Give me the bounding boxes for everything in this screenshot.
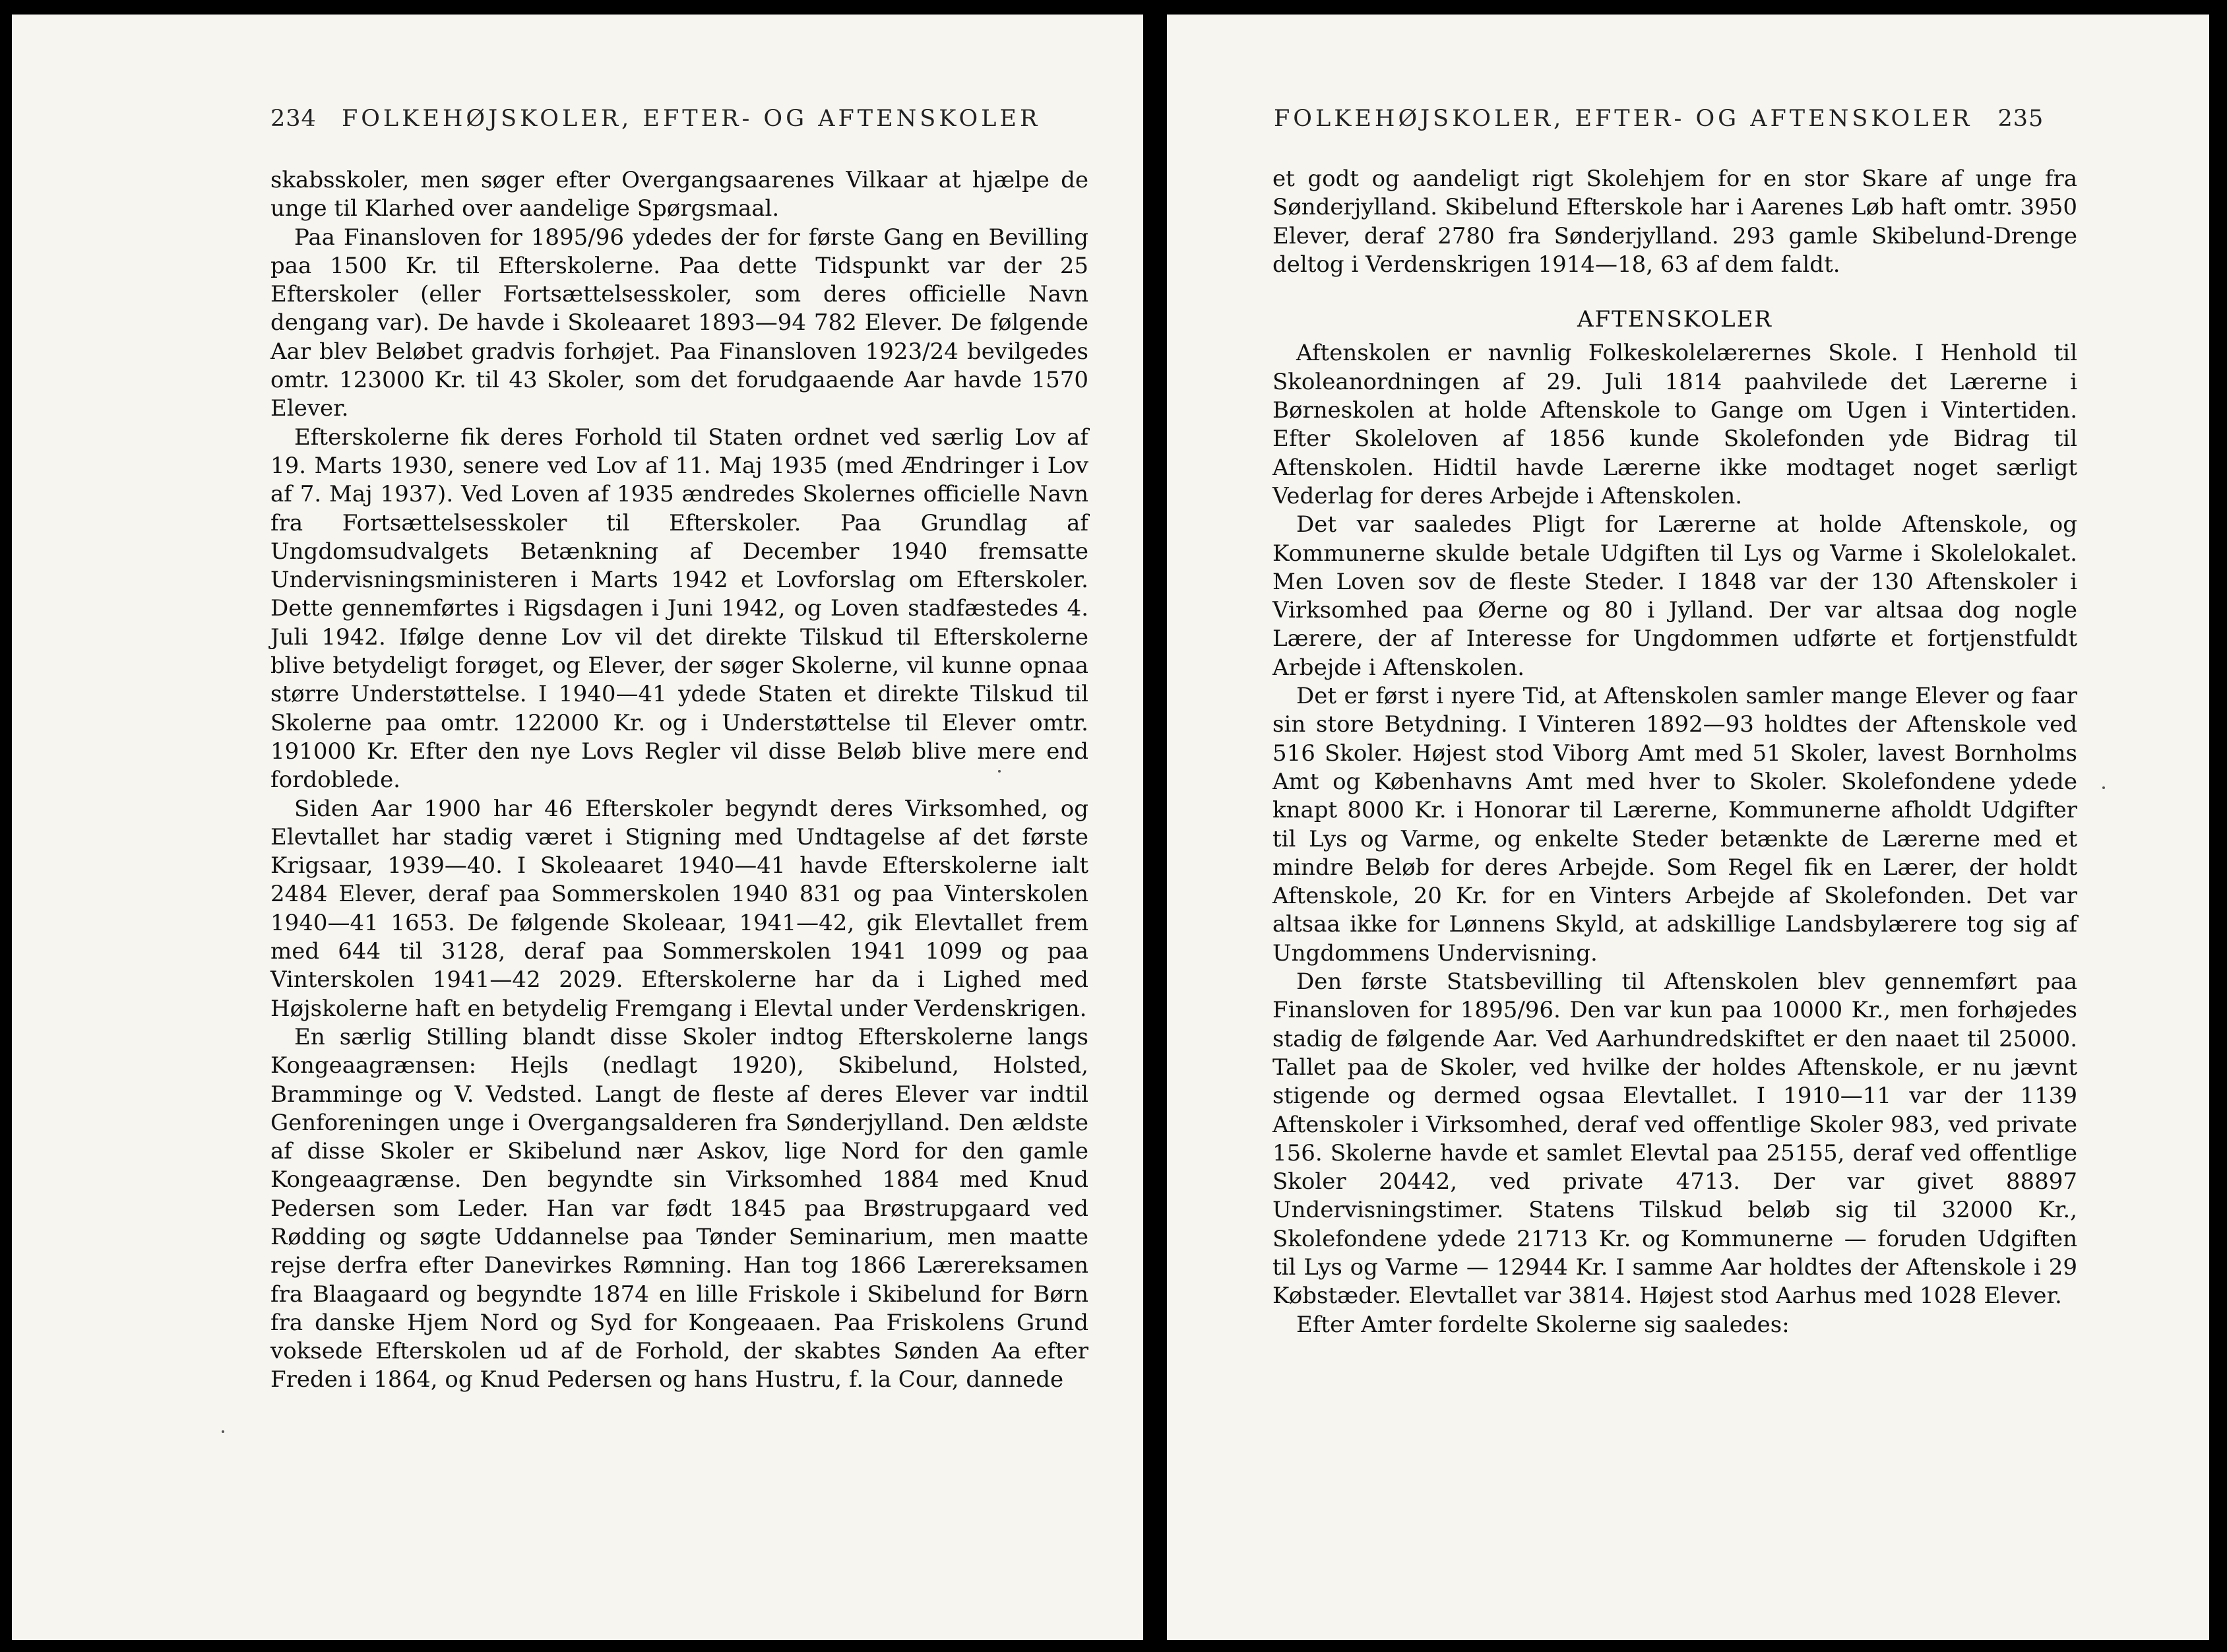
running-head-right bbox=[1274, 106, 2044, 132]
paper-speck bbox=[2102, 786, 2105, 789]
paragraph: Det er først i nyere Tid, at Aftenskolen samler mange Elever og faar sin store Betydning. I Vinteren 1892—93 holdtes der Aftenskole ved 516 Skoler. Højest stod Viborg Amt med 51 Skoler, lavest Bornholms Amt og Københavns Amt med hver to Skoler. Skolefondene ydede knapt 8000 Kr. i Honorar til Lærerne, Kommunerne afholdt Udgifter til Lys og Varme, og enkelte Steder betænkte de Lærerne med et mindre Beløb for deres Arbejde. Som Regel fik en Lærer, der holdt Aftenskole, 20 Kr. for en Vinters Arbejde af Skolefonden. Det var altsaa ikke for Lønnens Skyld, at adskillige Landsbylærere tog sig af Ungdommens Undervisning. bbox=[1272, 683, 2077, 967]
paper-speck bbox=[998, 770, 1001, 773]
page-number-right: 235 bbox=[1997, 106, 2044, 132]
running-head-left bbox=[270, 106, 1040, 132]
paragraph: Det var saaledes Pligt for Lærerne at holde Aftenskole, og Kommunerne skulde betale Udgiften til Lys og Varme i Skolelokalet. Men Loven sov de fleste Steder. I 1848 var der 130 Aftenskoler i Virksomhed paa Øerne og 80 i Jylland. Der var altsaa dog nogle Lærere, der af Interesse for Ungdommen udførte et fortjenstfuldt Arbejde i Aftenskolen. bbox=[1272, 511, 2077, 681]
section-title: AFTENSKOLER bbox=[1577, 306, 1773, 333]
paragraph: skabsskoler, men søger efter Overgangsaarenes Vilkaar at hjælpe de unge til Klarhed over aandelige Spørgsmaal. bbox=[270, 167, 1088, 222]
paper-speck bbox=[222, 1430, 224, 1433]
left-page-body bbox=[270, 166, 1088, 1395]
paragraph: Aftenskolen er navnlig Folkeskolelærernes Skole. I Henhold til Skoleanordningen af 29. Juli 1814 paahvilede det Lærerne i Børneskolen at holde Aftenskole to Gange om Ugen i Vintertiden. Efter Skoleloven af 1856 kunde Skolefonden yde Bidrag til Aftenskolen. Hidtil havde Lærerne ikke modtaget noget særligt Vederlag for deres Arbejde i Aftenskolen. bbox=[1272, 340, 2077, 509]
running-head-right-title: FOLKEHØJSKOLER, EFTER- OG AFTENSKOLER bbox=[1274, 106, 1973, 132]
paragraph: Siden Aar 1900 har 46 Efterskoler begyndt deres Virksomhed, og Elevtallet har stadig været i Stigning med Undtagelse af det første Krigsaar, 1939—40. I Skoleaaret 1940—41 havde Efterskolerne ialt 2484 Elever, deraf paa Sommerskolen 1940 831 og paa Vinterskolen 1940—41 1653. De følgende Skoleaar, 1941—42, gik Elevtallet frem med 644 til 3128, deraf paa Sommerskolen 1941 1099 og paa Vinterskolen 1941—42 2029. Efterskolerne har da i Lighed med Højskolerne haft en betydelig Fremgang i Elevtal under Verdenskrigen. bbox=[270, 795, 1088, 1022]
paragraph: et godt og aandeligt rigt Skolehjem for en stor Skare af unge fra Sønderjylland. Skibelund Efterskole har i Aarenes Løb haft omtr. 3950 Elever, deraf 2780 fra Sønderjylland. 293 gamle Skibelund-Drenge deltog i Verdenskrigen 1914—18, 63 af dem faldt. bbox=[1272, 166, 2077, 278]
left-page bbox=[12, 15, 1143, 1640]
paragraph: Paa Finansloven for 1895/96 ydedes der for første Gang en Bevilling paa 1500 Kr. til Efterskolerne. Paa dette Tidspunkt var der 25 Efterskoler (eller Fortsættelsesskoler, som deres officielle Navn dengang var). De havde i Skoleaaret 1893—94 782 Elever. De følgende Aar blev Beløbet gradvis forhøjet. Paa Finansloven 1923/24 bevilgedes omtr. 123000 Kr. til 43 Skoler, som det forudgaaende Aar havde 1570 Elever. bbox=[270, 224, 1088, 422]
running-head-left-title: FOLKEHØJSKOLER, EFTER- OG AFTENSKOLER bbox=[341, 106, 1041, 132]
right-page bbox=[1167, 15, 2209, 1640]
paragraph: En særlig Stilling blandt disse Skoler indtog Efterskolerne langs Kongeaagrænsen: Hejls (nedlagt 1920), Skibelund, Holsted, Bramminge og V. Vedsted. Langt de fleste af deres Elever var indtil Genforeningen unge i Overgangsalderen fra Sønderjylland. Den ældste af disse Skoler er Skibelund nær Askov, lige Nord for den gamle Kongeaagrænse. Den begyndte sin Virksomhed 1884 med Knud Pedersen som Leder. Han var født 1845 paa Brøstrupgaard ved Rødding og søgte Uddannelse paa Tønder Seminarium, men maatte rejse derfra efter Danevirkes Rømning. Han tog 1866 Lærereksamen fra Blaagaard og begyndte 1874 en lille Friskole i Skibelund for Børn fra danske Hjem Nord og Syd for Kongeaaen. Paa Friskolens Grund voksede Efterskolen ud af de Forhold, der skabtes Sønden Aa efter Freden i 1864, og Knud Pedersen og hans Hustru, f. la Cour, dannede bbox=[270, 1023, 1088, 1393]
paragraph: Den første Statsbevilling til Aftenskolen blev gennemført paa Finansloven for 1895/96. Den var kun paa 10000 Kr., men forhøjedes stadig de følgende Aar. Ved Aarhundredskiftet er den naaet til 25000. Tallet paa de Skoler, ved hvilke der holdes Aftenskole, er nu jævnt stigende og dermed ogsaa Elevtallet. I 1910—11 var der 1139 Aftenskoler i Virksomhed, deraf ved offentlige Skoler 983, ved private 156. Skolerne havde et samlet Elevtal paa 25155, deraf ved offentlige Skoler 20442, ved private 4713. Der var givet 88897 Undervisningstimer. Statens Tilskud beløb sig til 32000 Kr., Skolefondene ydede 21713 Kr. og Kommunerne — foruden Udgiften til Lys og Varme — 12944 Kr. I samme Aar holdtes der Aftenskole i 29 Købstæder. Elevtallet var 3814. Højest stod Aarhus med 1028 Elever. bbox=[1272, 969, 2077, 1310]
paragraph: Efter Amter fordelte Skolerne sig saaledes: bbox=[1296, 1311, 1790, 1338]
page-number-left: 234 bbox=[270, 106, 317, 132]
paragraph: Efterskolerne fik deres Forhold til Staten ordnet ved særlig Lov af 19. Marts 1930, senere ved Lov af 11. Maj 1935 (med Ændringer i Lov af 7. Maj 1937). Ved Loven af 1935 ændredes Skolernes officielle Navn fra Fortsættelsesskoler til Efterskoler. Paa Grundlag af Ungdomsudvalgets Betænkning af December 1940 fremsatte Undervisningsministeren i Marts 1942 et Lovforslag om Efterskoler. Dette gennemførtes i Rigsdagen i Juni 1942, og Loven stadfæstedes 4. Juli 1942. Ifølge denne Lov vil det direkte Tilskud til Efterskolerne blive betydeligt forøget, og Elever, der søger Skolerne, vil kunne opnaa større Understøttelse. I 1940—41 ydede Staten et direkte Tilskud til Skolerne paa omtr. 122000 Kr. og i Understøttelse til Elever omtr. 191000 Kr. Efter den nye Lovs Regler vil disse Beløb blive mere end fordoblede. bbox=[270, 424, 1088, 794]
right-page-body bbox=[1272, 165, 2077, 1339]
